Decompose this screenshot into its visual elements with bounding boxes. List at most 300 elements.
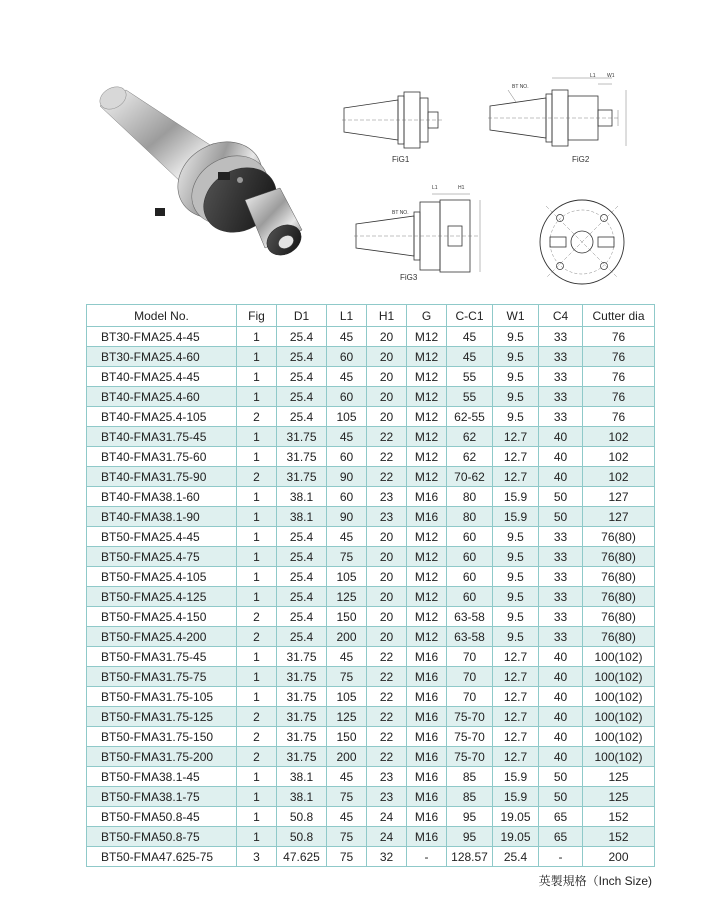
cell-cutter-dia: 127 (583, 507, 655, 527)
cell-w1: 19.05 (493, 827, 539, 847)
cell-c-c1: 80 (447, 507, 493, 527)
cell-h1: 20 (367, 567, 407, 587)
table-row (87, 587, 655, 607)
cell-d1: 31.75 (277, 727, 327, 747)
cell-c-c1: 62-55 (447, 407, 493, 427)
figure-1-label: FiG1 (392, 155, 410, 164)
cell-l1: 60 (327, 447, 367, 467)
table-row (87, 547, 655, 567)
cell-w1: 19.05 (493, 807, 539, 827)
cell-g: M12 (407, 347, 447, 367)
cell-cutter-dia: 76(80) (583, 627, 655, 647)
cell-c4: 33 (539, 587, 583, 607)
cell-cutter-dia: 200 (583, 847, 655, 867)
cell-h1: 20 (367, 627, 407, 647)
cell-fig: 1 (237, 667, 277, 687)
cell-fig: 1 (237, 767, 277, 787)
cell-cutter-dia: 100(102) (583, 647, 655, 667)
cell-cutter-dia: 76(80) (583, 527, 655, 547)
header-cutter-dia: Cutter dia (583, 305, 655, 327)
cell-model: BT50-FMA31.75-200 (87, 747, 237, 767)
cell-g: M12 (407, 527, 447, 547)
cell-model: BT30-FMA25.4-60 (87, 347, 237, 367)
cell-model: BT40-FMA25.4-60 (87, 387, 237, 407)
header-c-c1: C-C1 (447, 305, 493, 327)
cell-model: BT50-FMA31.75-150 (87, 727, 237, 747)
cell-h1: 20 (367, 407, 407, 427)
cell-l1: 150 (327, 727, 367, 747)
cell-d1: 38.1 (277, 767, 327, 787)
cell-fig: 2 (237, 747, 277, 767)
cell-d1: 25.4 (277, 327, 327, 347)
cell-c4: 40 (539, 427, 583, 447)
cell-h1: 22 (367, 687, 407, 707)
cell-w1: 9.5 (493, 627, 539, 647)
cell-d1: 31.75 (277, 467, 327, 487)
cell-c-c1: 60 (447, 547, 493, 567)
cell-cutter-dia: 102 (583, 447, 655, 467)
cell-c-c1: 60 (447, 527, 493, 547)
cell-h1: 20 (367, 367, 407, 387)
cell-l1: 125 (327, 587, 367, 607)
cell-c4: 33 (539, 407, 583, 427)
cell-cutter-dia: 76 (583, 327, 655, 347)
cell-cutter-dia: 102 (583, 467, 655, 487)
cell-model: BT50-FMA38.1-75 (87, 787, 237, 807)
cell-c-c1: 75-70 (447, 747, 493, 767)
cell-l1: 75 (327, 787, 367, 807)
header-c4: C4 (539, 305, 583, 327)
cell-l1: 75 (327, 847, 367, 867)
cell-d1: 31.75 (277, 687, 327, 707)
table-row (87, 467, 655, 487)
cell-c4: 40 (539, 747, 583, 767)
cell-fig: 1 (237, 507, 277, 527)
cell-d1: 31.75 (277, 447, 327, 467)
cell-cutter-dia: 125 (583, 787, 655, 807)
cell-cutter-dia: 100(102) (583, 667, 655, 687)
figure-3-label: FiG3 (400, 273, 418, 282)
cell-h1: 22 (367, 647, 407, 667)
header-w1: W1 (493, 305, 539, 327)
cell-fig: 1 (237, 827, 277, 847)
cell-fig: 1 (237, 367, 277, 387)
table-row (87, 567, 655, 587)
cell-cutter-dia: 100(102) (583, 747, 655, 767)
cell-w1: 9.5 (493, 387, 539, 407)
cell-d1: 31.75 (277, 707, 327, 727)
cell-g: M12 (407, 367, 447, 387)
cell-d1: 31.75 (277, 667, 327, 687)
cell-h1: 32 (367, 847, 407, 867)
cell-w1: 12.7 (493, 707, 539, 727)
cell-fig: 1 (237, 567, 277, 587)
cell-h1: 22 (367, 447, 407, 467)
cell-w1: 9.5 (493, 347, 539, 367)
figure-2-drawing (486, 72, 646, 158)
cell-c-c1: 70-62 (447, 467, 493, 487)
inch-size-note: 英製規格（Inch Size) (538, 874, 652, 888)
cell-c4: 40 (539, 467, 583, 487)
cell-c-c1: 63-58 (447, 607, 493, 627)
cell-c-c1: 70 (447, 667, 493, 687)
cell-l1: 125 (327, 707, 367, 727)
cell-d1: 50.8 (277, 807, 327, 827)
table-row (87, 327, 655, 347)
cell-g: M12 (407, 627, 447, 647)
table-row (87, 747, 655, 767)
cell-cutter-dia: 102 (583, 427, 655, 447)
cell-cutter-dia: 100(102) (583, 727, 655, 747)
cell-h1: 23 (367, 507, 407, 527)
cell-h1: 22 (367, 707, 407, 727)
cell-w1: 9.5 (493, 407, 539, 427)
table-row (87, 407, 655, 427)
cell-w1: 12.7 (493, 667, 539, 687)
cell-c4: 33 (539, 347, 583, 367)
figure-2-bt-no-label: BT NO. (512, 84, 529, 90)
cell-model: BT50-FMA25.4-45 (87, 527, 237, 547)
cell-h1: 22 (367, 667, 407, 687)
cell-l1: 45 (327, 367, 367, 387)
cell-l1: 105 (327, 567, 367, 587)
figure-3-bt-no-label: BT NO. (392, 210, 409, 216)
cell-d1: 25.4 (277, 607, 327, 627)
cell-g: M12 (407, 327, 447, 347)
cell-l1: 45 (327, 647, 367, 667)
cell-w1: 12.7 (493, 647, 539, 667)
cell-w1: 12.7 (493, 747, 539, 767)
cell-l1: 200 (327, 747, 367, 767)
cell-fig: 2 (237, 407, 277, 427)
cell-c4: 33 (539, 327, 583, 347)
cell-c-c1: 70 (447, 687, 493, 707)
cell-l1: 90 (327, 507, 367, 527)
cell-g: M16 (407, 487, 447, 507)
header-d1: D1 (277, 305, 327, 327)
cell-l1: 105 (327, 407, 367, 427)
table-row (87, 427, 655, 447)
cell-g: M12 (407, 547, 447, 567)
cell-c4: - (539, 847, 583, 867)
cell-model: BT40-FMA38.1-90 (87, 507, 237, 527)
cell-g: M16 (407, 767, 447, 787)
cell-d1: 38.1 (277, 787, 327, 807)
cell-model: BT40-FMA31.75-90 (87, 467, 237, 487)
cell-c-c1: 85 (447, 767, 493, 787)
end-view-drawing (536, 196, 628, 288)
cell-fig: 1 (237, 327, 277, 347)
table-row (87, 727, 655, 747)
cell-cutter-dia: 76(80) (583, 547, 655, 567)
cell-l1: 75 (327, 827, 367, 847)
figure-3-drawing (352, 186, 502, 278)
cell-w1: 9.5 (493, 367, 539, 387)
cell-c-c1: 85 (447, 787, 493, 807)
cell-w1: 15.9 (493, 767, 539, 787)
cell-d1: 25.4 (277, 367, 327, 387)
table-row (87, 347, 655, 367)
header-model-no: Model No. (87, 305, 237, 327)
cell-c-c1: 70 (447, 647, 493, 667)
cell-d1: 31.75 (277, 427, 327, 447)
cell-w1: 12.7 (493, 447, 539, 467)
cell-d1: 25.4 (277, 627, 327, 647)
cell-w1: 15.9 (493, 487, 539, 507)
cell-fig: 1 (237, 447, 277, 467)
table-row (87, 627, 655, 647)
cell-c4: 40 (539, 687, 583, 707)
table-row (87, 707, 655, 727)
cell-model: BT50-FMA50.8-75 (87, 827, 237, 847)
cell-fig: 2 (237, 467, 277, 487)
cell-model: BT50-FMA25.4-75 (87, 547, 237, 567)
cell-h1: 20 (367, 347, 407, 367)
table-header-row (87, 305, 655, 327)
cell-model: BT50-FMA25.4-150 (87, 607, 237, 627)
cell-c4: 33 (539, 527, 583, 547)
cell-model: BT40-FMA38.1-60 (87, 487, 237, 507)
table-row (87, 367, 655, 387)
table-row (87, 387, 655, 407)
cell-c-c1: 95 (447, 827, 493, 847)
cell-d1: 25.4 (277, 347, 327, 367)
figure-2-label: FiG2 (572, 155, 590, 164)
header-h1: H1 (367, 305, 407, 327)
cell-h1: 22 (367, 747, 407, 767)
cell-l1: 60 (327, 387, 367, 407)
cell-c-c1: 60 (447, 567, 493, 587)
table-row (87, 507, 655, 527)
cell-d1: 47.625 (277, 847, 327, 867)
cell-w1: 15.9 (493, 787, 539, 807)
figure-2-w1-label: W1 (607, 73, 615, 79)
cell-g: M16 (407, 687, 447, 707)
cell-fig: 2 (237, 707, 277, 727)
cell-model: BT50-FMA50.8-45 (87, 807, 237, 827)
cell-g: M12 (407, 387, 447, 407)
cell-g: M12 (407, 407, 447, 427)
cell-fig: 1 (237, 687, 277, 707)
cell-c4: 50 (539, 767, 583, 787)
cell-fig: 2 (237, 627, 277, 647)
cell-l1: 60 (327, 347, 367, 367)
cell-l1: 75 (327, 547, 367, 567)
cell-model: BT50-FMA25.4-105 (87, 567, 237, 587)
cell-c4: 33 (539, 547, 583, 567)
cell-c4: 33 (539, 367, 583, 387)
cell-c-c1: 75-70 (447, 707, 493, 727)
cell-cutter-dia: 152 (583, 807, 655, 827)
cell-c4: 33 (539, 387, 583, 407)
table-row (87, 807, 655, 827)
cell-c4: 40 (539, 647, 583, 667)
cell-c4: 50 (539, 507, 583, 527)
cell-h1: 24 (367, 827, 407, 847)
cell-fig: 1 (237, 527, 277, 547)
figure-3-h1-label: H1 (458, 185, 465, 191)
cell-fig: 1 (237, 347, 277, 367)
header-fig: Fig (237, 305, 277, 327)
cell-g: M16 (407, 827, 447, 847)
cell-fig: 3 (237, 847, 277, 867)
cell-model: BT50-FMA47.625-75 (87, 847, 237, 867)
cell-g: M12 (407, 587, 447, 607)
table-row (87, 847, 655, 867)
cell-c-c1: 62 (447, 447, 493, 467)
cell-c-c1: 128.57 (447, 847, 493, 867)
cell-fig: 1 (237, 587, 277, 607)
cell-w1: 25.4 (493, 847, 539, 867)
cell-cutter-dia: 76(80) (583, 587, 655, 607)
cell-w1: 9.5 (493, 587, 539, 607)
header-g: G (407, 305, 447, 327)
cell-l1: 45 (327, 327, 367, 347)
cell-model: BT50-FMA25.4-125 (87, 587, 237, 607)
cell-cutter-dia: 76 (583, 367, 655, 387)
cell-l1: 105 (327, 687, 367, 707)
cell-cutter-dia: 152 (583, 827, 655, 847)
table-row (87, 447, 655, 467)
cell-l1: 60 (327, 487, 367, 507)
cell-h1: 22 (367, 427, 407, 447)
cell-c-c1: 55 (447, 387, 493, 407)
cell-cutter-dia: 100(102) (583, 687, 655, 707)
cell-model: BT50-FMA31.75-45 (87, 647, 237, 667)
cell-g: M12 (407, 427, 447, 447)
cell-d1: 50.8 (277, 827, 327, 847)
cell-l1: 45 (327, 527, 367, 547)
cell-g: M16 (407, 707, 447, 727)
cell-cutter-dia: 76 (583, 387, 655, 407)
cell-c4: 33 (539, 627, 583, 647)
cell-model: BT50-FMA31.75-75 (87, 667, 237, 687)
cell-fig: 1 (237, 487, 277, 507)
spec-table (86, 304, 655, 867)
cell-c4: 40 (539, 447, 583, 467)
cell-c-c1: 95 (447, 807, 493, 827)
cell-h1: 23 (367, 787, 407, 807)
cell-w1: 12.7 (493, 687, 539, 707)
cell-fig: 1 (237, 387, 277, 407)
cell-w1: 12.7 (493, 727, 539, 747)
cell-c4: 40 (539, 707, 583, 727)
cell-g: M12 (407, 447, 447, 467)
table-row (87, 527, 655, 547)
cell-w1: 9.5 (493, 547, 539, 567)
cell-c-c1: 75-70 (447, 727, 493, 747)
cell-h1: 20 (367, 327, 407, 347)
cell-g: M16 (407, 667, 447, 687)
cell-model: BT30-FMA25.4-45 (87, 327, 237, 347)
cell-h1: 20 (367, 587, 407, 607)
cell-c4: 65 (539, 807, 583, 827)
cell-model: BT40-FMA31.75-60 (87, 447, 237, 467)
cell-g: M12 (407, 467, 447, 487)
cell-w1: 9.5 (493, 527, 539, 547)
header-l1: L1 (327, 305, 367, 327)
cell-l1: 45 (327, 767, 367, 787)
cell-d1: 38.1 (277, 507, 327, 527)
cell-d1: 31.75 (277, 647, 327, 667)
cell-w1: 12.7 (493, 467, 539, 487)
cell-w1: 15.9 (493, 507, 539, 527)
cell-g: M12 (407, 607, 447, 627)
cell-l1: 45 (327, 807, 367, 827)
cell-g: - (407, 847, 447, 867)
cell-c4: 33 (539, 567, 583, 587)
cell-model: BT50-FMA25.4-200 (87, 627, 237, 647)
cell-cutter-dia: 127 (583, 487, 655, 507)
cell-h1: 20 (367, 387, 407, 407)
cell-model: BT50-FMA31.75-105 (87, 687, 237, 707)
cell-g: M16 (407, 807, 447, 827)
cell-cutter-dia: 76(80) (583, 607, 655, 627)
cell-h1: 20 (367, 547, 407, 567)
cell-c4: 40 (539, 667, 583, 687)
cell-model: BT50-FMA31.75-125 (87, 707, 237, 727)
cell-h1: 23 (367, 767, 407, 787)
table-row (87, 767, 655, 787)
cell-c4: 50 (539, 787, 583, 807)
cell-c-c1: 63-58 (447, 627, 493, 647)
cell-fig: 2 (237, 607, 277, 627)
cell-h1: 22 (367, 467, 407, 487)
cell-c-c1: 80 (447, 487, 493, 507)
cell-c4: 33 (539, 607, 583, 627)
cell-cutter-dia: 76 (583, 347, 655, 367)
cell-c4: 50 (539, 487, 583, 507)
cell-g: M12 (407, 567, 447, 587)
cell-fig: 1 (237, 547, 277, 567)
cell-h1: 24 (367, 807, 407, 827)
cell-c4: 40 (539, 727, 583, 747)
figure-2-l1-label: L1 (590, 73, 596, 79)
cell-cutter-dia: 125 (583, 767, 655, 787)
cell-model: BT40-FMA31.75-45 (87, 427, 237, 447)
cell-h1: 23 (367, 487, 407, 507)
figure-3-l1-label: L1 (432, 185, 438, 191)
cell-c-c1: 45 (447, 347, 493, 367)
cell-fig: 1 (237, 787, 277, 807)
cell-model: BT40-FMA25.4-45 (87, 367, 237, 387)
cell-model: BT40-FMA25.4-105 (87, 407, 237, 427)
cell-c-c1: 55 (447, 367, 493, 387)
cell-w1: 9.5 (493, 607, 539, 627)
cell-d1: 25.4 (277, 527, 327, 547)
cell-d1: 38.1 (277, 487, 327, 507)
table-row (87, 787, 655, 807)
product-photo (80, 80, 320, 280)
cell-c-c1: 60 (447, 587, 493, 607)
cell-g: M16 (407, 507, 447, 527)
cell-l1: 200 (327, 627, 367, 647)
cell-g: M16 (407, 647, 447, 667)
cell-d1: 25.4 (277, 547, 327, 567)
cell-d1: 25.4 (277, 567, 327, 587)
figure-1-drawing (340, 88, 450, 158)
cell-h1: 22 (367, 727, 407, 747)
cell-fig: 2 (237, 727, 277, 747)
cell-model: BT50-FMA38.1-45 (87, 767, 237, 787)
cell-fig: 1 (237, 427, 277, 447)
cell-g: M16 (407, 727, 447, 747)
table-row (87, 607, 655, 627)
cell-l1: 150 (327, 607, 367, 627)
cell-l1: 45 (327, 427, 367, 447)
cell-l1: 75 (327, 667, 367, 687)
cell-c4: 65 (539, 827, 583, 847)
